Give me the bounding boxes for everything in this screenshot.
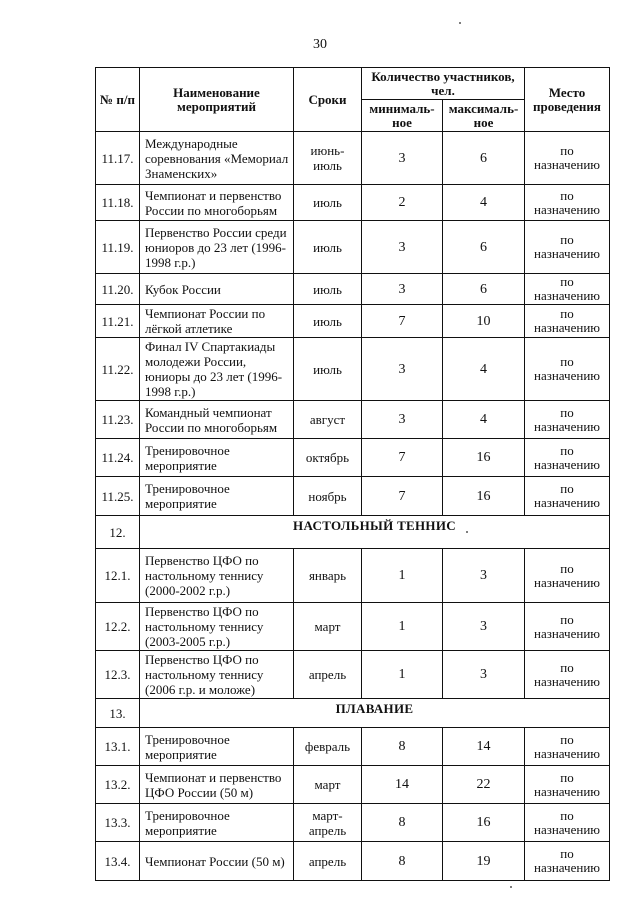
header-venue: Место проведения (525, 68, 610, 132)
scan-speck (510, 886, 512, 888)
event-name: Первенство ЦФО по настольному теннису (2003-2005 г.р.) (140, 603, 294, 651)
event-venue: по назначению (525, 338, 610, 401)
table-row (96, 477, 610, 516)
max-participants: 6 (443, 274, 525, 305)
section-title: ПЛАВАНИЕ (140, 699, 610, 728)
scan-speck (459, 22, 461, 24)
header-num: № п/п (96, 68, 140, 132)
event-venue: по назначению (525, 804, 610, 842)
event-dates: апрель (294, 842, 362, 881)
event-venue: по назначению (525, 401, 610, 439)
event-dates: февраль (294, 728, 362, 766)
event-venue: по назначению (525, 728, 610, 766)
header-min: минималь-ное (362, 100, 443, 132)
event-venue: по назначению (525, 274, 610, 305)
header-name: Наименование мероприятий (140, 68, 294, 132)
event-dates: октябрь (294, 439, 362, 477)
table-row (96, 842, 610, 881)
row-number: 11.17. (96, 132, 140, 185)
max-participants: 3 (443, 549, 525, 603)
table-row (96, 804, 610, 842)
table-row (96, 549, 610, 603)
min-participants: 7 (362, 439, 443, 477)
event-dates: июль (294, 274, 362, 305)
table-row (96, 185, 610, 221)
section-title: НАСТОЛЬНЫЙ ТЕННИС (140, 516, 610, 549)
min-participants: 3 (362, 274, 443, 305)
table-row (96, 603, 610, 651)
row-number: 11.19. (96, 221, 140, 274)
table-body (96, 132, 610, 881)
row-number: 13.1. (96, 728, 140, 766)
max-participants: 4 (443, 338, 525, 401)
max-participants: 16 (443, 439, 525, 477)
scan-speck (466, 531, 468, 533)
min-participants: 7 (362, 477, 443, 516)
max-participants: 3 (443, 603, 525, 651)
section-row (96, 699, 610, 728)
row-number: 12.3. (96, 651, 140, 699)
table-row (96, 305, 610, 338)
page-number: 30 (313, 37, 327, 52)
event-name: Тренировочное мероприятие (140, 439, 294, 477)
row-number: 11.21. (96, 305, 140, 338)
table-header (96, 68, 610, 132)
event-name: Тренировочное мероприятие (140, 728, 294, 766)
table-row (96, 651, 610, 699)
min-participants: 2 (362, 185, 443, 221)
min-participants: 3 (362, 132, 443, 185)
event-venue: по назначению (525, 477, 610, 516)
min-participants: 8 (362, 842, 443, 881)
min-participants: 1 (362, 549, 443, 603)
min-participants: 8 (362, 804, 443, 842)
event-name: Чемпионат и первенство России по многоборьям (140, 185, 294, 221)
event-name: Тренировочное мероприятие (140, 477, 294, 516)
table-row (96, 439, 610, 477)
event-venue: по назначению (525, 603, 610, 651)
event-dates: июль (294, 338, 362, 401)
min-participants: 3 (362, 221, 443, 274)
row-number: 12.1. (96, 549, 140, 603)
event-dates: июль (294, 185, 362, 221)
max-participants: 6 (443, 132, 525, 185)
event-venue: по назначению (525, 185, 610, 221)
event-dates: июль (294, 305, 362, 338)
table-row (96, 766, 610, 804)
events-table (95, 67, 610, 881)
event-name: Международные соревнования «Мемориал Знаменских» (140, 132, 294, 185)
max-participants: 22 (443, 766, 525, 804)
table-row (96, 401, 610, 439)
row-number: 11.22. (96, 338, 140, 401)
event-venue: по назначению (525, 439, 610, 477)
event-venue: по назначению (525, 132, 610, 185)
row-number: 11.18. (96, 185, 140, 221)
max-participants: 14 (443, 728, 525, 766)
row-number: 13.4. (96, 842, 140, 881)
row-number: 12. (96, 516, 140, 549)
event-dates: июль (294, 221, 362, 274)
event-venue: по назначению (525, 651, 610, 699)
event-dates: август (294, 401, 362, 439)
event-dates: март (294, 766, 362, 804)
row-number: 11.24. (96, 439, 140, 477)
max-participants: 19 (443, 842, 525, 881)
event-venue: по назначению (525, 221, 610, 274)
min-participants: 3 (362, 401, 443, 439)
max-participants: 4 (443, 185, 525, 221)
max-participants: 3 (443, 651, 525, 699)
row-number: 13. (96, 699, 140, 728)
event-dates: январь (294, 549, 362, 603)
event-dates: ноябрь (294, 477, 362, 516)
table-row (96, 338, 610, 401)
max-participants: 6 (443, 221, 525, 274)
event-name: Чемпионат России (50 м) (140, 842, 294, 881)
section-row (96, 516, 610, 549)
table-row (96, 221, 610, 274)
event-name: Командный чемпионат России по многоборьям (140, 401, 294, 439)
event-venue: по назначению (525, 549, 610, 603)
event-venue: по назначению (525, 766, 610, 804)
row-number: 13.3. (96, 804, 140, 842)
header-participants: Количество участников, чел. (362, 68, 525, 100)
event-dates: апрель (294, 651, 362, 699)
event-name: Первенство ЦФО по настольному теннису (2000-2002 г.р.) (140, 549, 294, 603)
event-venue: по назначению (525, 305, 610, 338)
event-name: Финал IV Спартакиады молодежи России, юниоры до 23 лет (1996-1998 г.р.) (140, 338, 294, 401)
max-participants: 10 (443, 305, 525, 338)
header-dates: Сроки (294, 68, 362, 132)
max-participants: 16 (443, 477, 525, 516)
row-number: 13.2. (96, 766, 140, 804)
event-name: Первенство России среди юниоров до 23 лет (1996-1998 г.р.) (140, 221, 294, 274)
event-name: Кубок России (140, 274, 294, 305)
max-participants: 16 (443, 804, 525, 842)
max-participants: 4 (443, 401, 525, 439)
table-row (96, 274, 610, 305)
min-participants: 8 (362, 728, 443, 766)
event-dates: март-апрель (294, 804, 362, 842)
min-participants: 14 (362, 766, 443, 804)
min-participants: 3 (362, 338, 443, 401)
min-participants: 1 (362, 603, 443, 651)
header-max: максималь-ное (443, 100, 525, 132)
event-dates: март (294, 603, 362, 651)
event-name: Тренировочное мероприятие (140, 804, 294, 842)
min-participants: 7 (362, 305, 443, 338)
event-dates: июнь-июль (294, 132, 362, 185)
table-row (96, 728, 610, 766)
event-venue: по назначению (525, 842, 610, 881)
event-name: Чемпионат России по лёгкой атлетике (140, 305, 294, 338)
event-name: Первенство ЦФО по настольному теннису (2006 г.р. и моложе) (140, 651, 294, 699)
event-name: Чемпионат и первенство ЦФО России (50 м) (140, 766, 294, 804)
row-number: 11.23. (96, 401, 140, 439)
row-number: 12.2. (96, 603, 140, 651)
row-number: 11.20. (96, 274, 140, 305)
row-number: 11.25. (96, 477, 140, 516)
table-row (96, 132, 610, 185)
min-participants: 1 (362, 651, 443, 699)
